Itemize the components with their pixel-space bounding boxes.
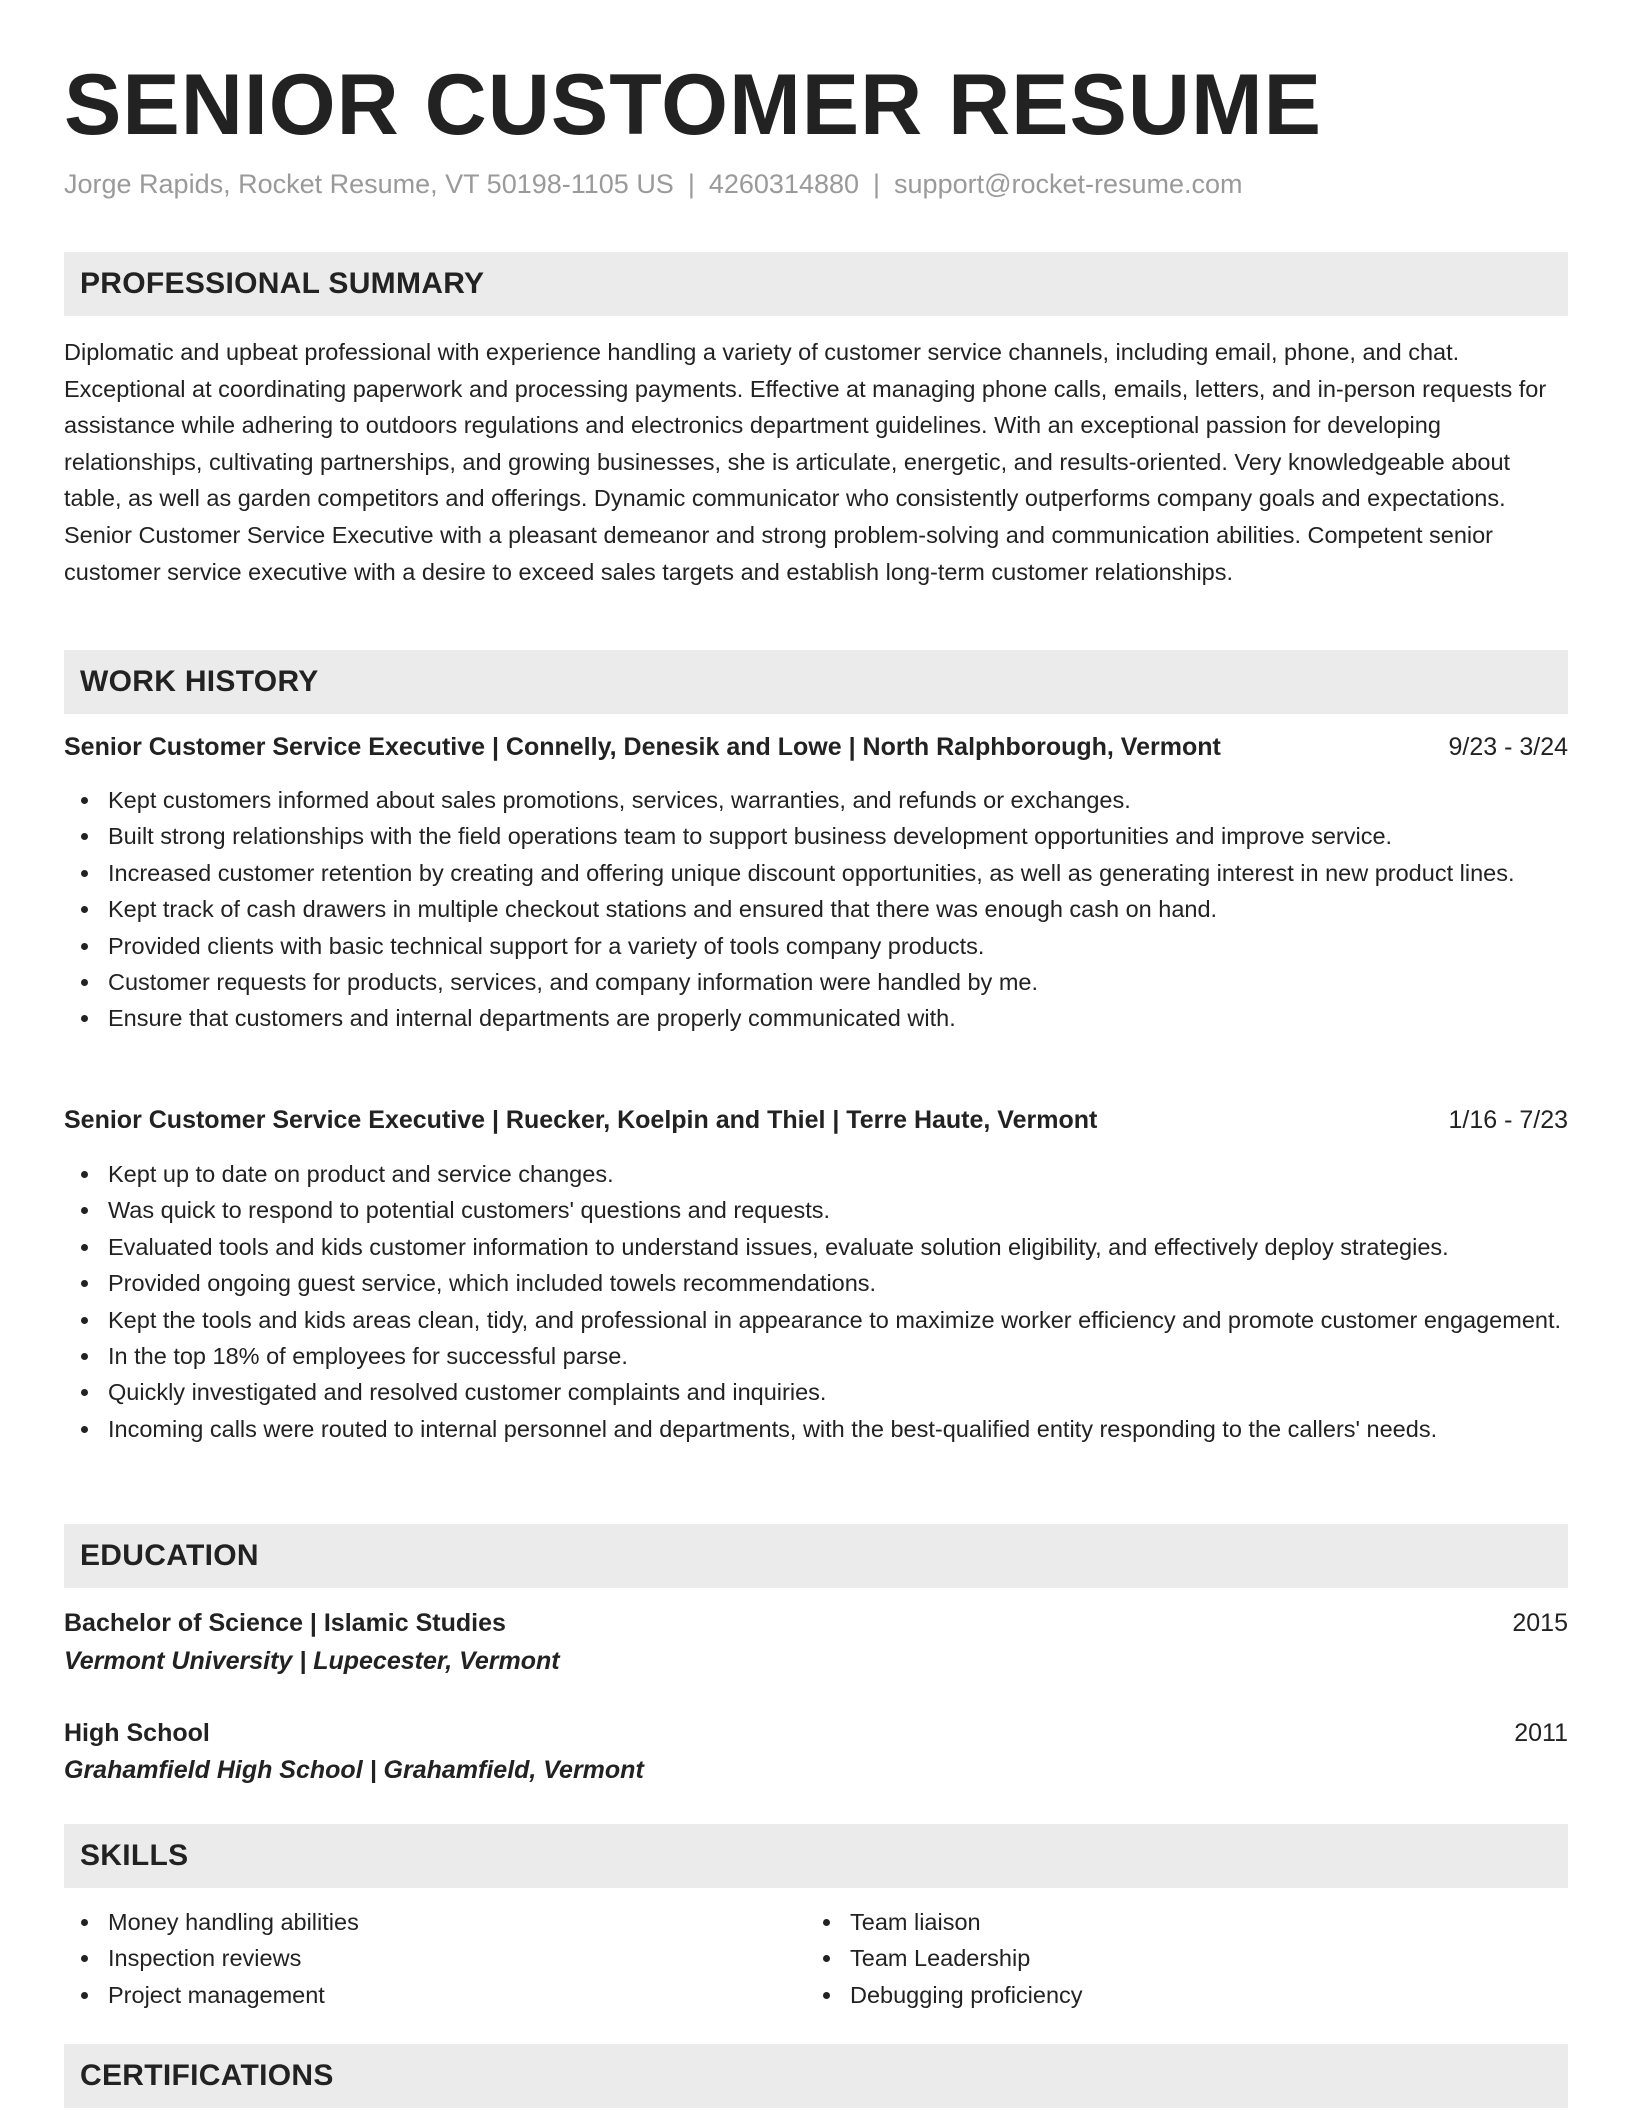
- section-header-education: EDUCATION: [64, 1524, 1568, 1588]
- job-bullets: [64, 1156, 1568, 1447]
- education-year: 2015: [1512, 1609, 1568, 1637]
- job-header: [64, 1102, 1568, 1138]
- list-item: Built strong relationships with the field operations team to support business development opportunities and improve service.: [64, 818, 1568, 854]
- job-title: Senior Customer Service Executive | Ruecker, Koelpin and Thiel | Terre Haute, Vermont: [64, 1106, 1098, 1134]
- contact-separator: |: [687, 169, 695, 199]
- contact-address: Jorge Rapids, Rocket Resume, VT 50198-1105 US: [64, 169, 674, 199]
- list-item: Kept track of cash drawers in multiple checkout stations and ensured that there was enough cash on hand.: [64, 891, 1568, 927]
- list-item: Evaluated tools and kids customer information to understand issues, evaluate solution eligibility, and effectively deploy strategies.: [64, 1229, 1568, 1265]
- list-item: Kept up to date on product and service changes.: [64, 1156, 1568, 1192]
- contact-phone: 4260314880: [708, 169, 860, 199]
- summary-text: Diplomatic and upbeat professional with experience handling a variety of customer service channels, including email, phone, and chat. Exceptional at coordinating paperwork and processing payments. Effective at managing phone calls, emails, letters, and in-person requests for assistance while adhering to outdoors regulations and electronics department guidelines. With an exceptional passion for developing relationships, cultivating partnerships, and growing businesses, she is articulate, energetic, and results-oriented. Very knowledgeable about table, as well as garden competitors and offerings. Dynamic communicator who consistently outperforms company goals and expectations. Senior Customer Service Executive with a pleasant demeanor and strong problem-solving and communication abilities. Competent senior customer service executive with a desire to exceed sales targets and establish long-term customer relationships.: [64, 339, 1547, 585]
- list-item: Debugging proficiency: [806, 1977, 1632, 2013]
- education-entry-header: [64, 1715, 1568, 1751]
- section-header-certifications: CERTIFICATIONS: [64, 2044, 1568, 2108]
- section-header-work-history: WORK HISTORY: [64, 650, 1568, 714]
- resume-title: SENIOR CUSTOMER RESUME: [64, 57, 1322, 153]
- list-item: Project management: [64, 1977, 1568, 2013]
- job-header: [64, 729, 1568, 765]
- education-school: Vermont University | Lupecester, Vermont: [64, 1647, 560, 1675]
- list-item: Provided clients with basic technical support for a variety of tools company products.: [64, 928, 1568, 964]
- skills-list-right: [806, 1904, 1632, 2013]
- contact-line: [64, 164, 1243, 204]
- list-item: Increased customer retention by creating and offering unique discount opportunities, as well as generating interest in new product lines.: [64, 855, 1568, 891]
- list-item: Team Leadership: [806, 1940, 1632, 1976]
- list-item: Provided ongoing guest service, which included towels recommendations.: [64, 1265, 1568, 1301]
- list-item: Was quick to respond to potential customers' questions and requests.: [64, 1192, 1568, 1228]
- list-item: Kept the tools and kids areas clean, tidy, and professional in appearance to maximize worker efficiency and promote customer engagement.: [64, 1302, 1568, 1338]
- list-item: Quickly investigated and resolved customer complaints and inquiries.: [64, 1374, 1568, 1410]
- list-item: Inspection reviews: [64, 1940, 1568, 1976]
- education-school: Grahamfield High School | Grahamfield, Vermont: [64, 1756, 644, 1784]
- list-item: Incoming calls were routed to internal personnel and departments, with the best-qualified entity responding to the callers' needs.: [64, 1411, 1568, 1447]
- education-degree: Bachelor of Science | Islamic Studies: [64, 1609, 506, 1637]
- contact-email: support@rocket-resume.com: [894, 169, 1243, 199]
- job-title: Senior Customer Service Executive | Connelly, Denesik and Lowe | North Ralphborough, Vermont: [64, 733, 1221, 761]
- job-dates: 1/16 - 7/23: [1448, 1106, 1568, 1134]
- job-dates: 9/23 - 3/24: [1448, 733, 1568, 761]
- list-item: Customer requests for products, services, and company information were handled by me.: [64, 964, 1568, 1000]
- education-degree: High School: [64, 1719, 210, 1747]
- section-header-summary: PROFESSIONAL SUMMARY: [64, 252, 1568, 316]
- contact-separator: |: [873, 169, 881, 199]
- list-item: Money handling abilities: [64, 1904, 1568, 1940]
- education-entry-header: [64, 1605, 1568, 1641]
- section-header-skills: SKILLS: [64, 1824, 1568, 1888]
- education-year: 2011: [1514, 1719, 1568, 1747]
- list-item: Kept customers informed about sales promotions, services, warranties, and refunds or exchanges.: [64, 782, 1568, 818]
- job-bullets: [64, 782, 1568, 1037]
- list-item: Team liaison: [806, 1904, 1632, 1940]
- list-item: Ensure that customers and internal departments are properly communicated with.: [64, 1000, 1568, 1036]
- list-item: In the top 18% of employees for successful parse.: [64, 1338, 1568, 1374]
